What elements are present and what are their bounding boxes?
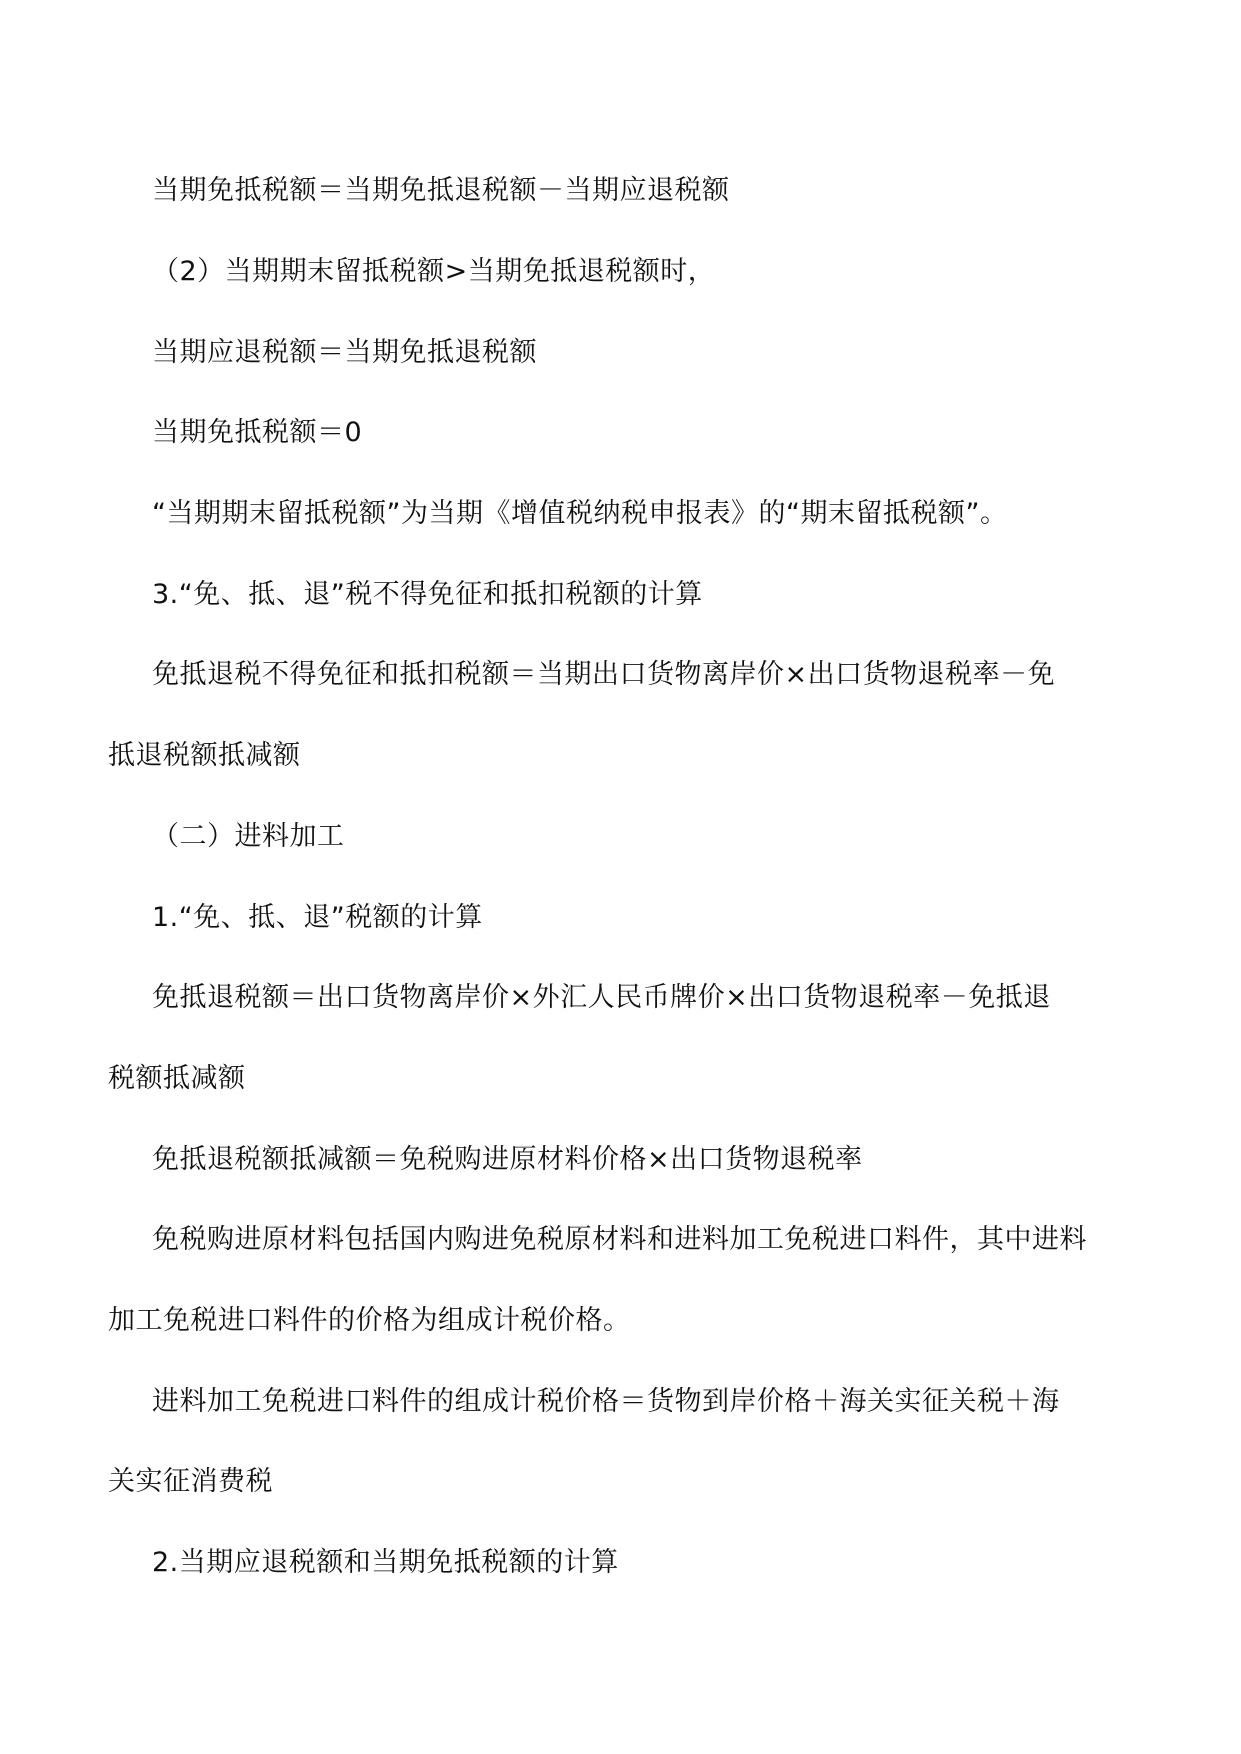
text-line: 抵退税额抵减额 [108,740,301,771]
text-line: 进料加工免税进口料件的组成计税价格＝货物到岸价格＋海关实征关税＋海 [152,1386,1060,1417]
text-line: 当期免抵税额＝0 [152,417,363,448]
text-line: 加工免税进口料件的价格为组成计税价格。 [108,1305,631,1336]
text-line: 免抵退税不得免征和抵扣税额＝当期出口货物离岸价×出口货物退税率－免 [152,659,1056,690]
text-line: 免抵退税额＝出口货物离岸价×外汇人民币牌价×出口货物退税率－免抵退 [152,982,1051,1013]
text-line: 当期免抵税额＝当期免抵退税额－当期应退税额 [152,175,730,206]
text-line: 免税购进原材料包括国内购进免税原材料和进料加工免税进口料件，其中进料 [152,1224,1087,1255]
text-line: （2）当期期末留抵税额>当期免抵退税额时， [152,256,716,287]
subsection-heading: 2.当期应退税额和当期免抵税额的计算 [152,1547,619,1578]
text-line: “当期期末留抵税额”为当期《增值税纳税申报表》的“期末留抵税额”。 [152,498,1008,529]
text-line: 关实征消费税 [108,1466,273,1497]
text-line: 当期应退税额＝当期免抵退税额 [152,337,537,368]
text-line: 税额抵减额 [108,1063,246,1094]
section-heading: （二）进料加工 [152,821,345,852]
subsection-heading: 1.“免、抵、退”税额的计算 [152,902,483,933]
text-line: 3.“免、抵、退”税不得免征和抵扣税额的计算 [152,579,703,610]
text-line: 免抵退税额抵减额＝免税购进原材料价格×出口货物退税率 [152,1144,863,1175]
